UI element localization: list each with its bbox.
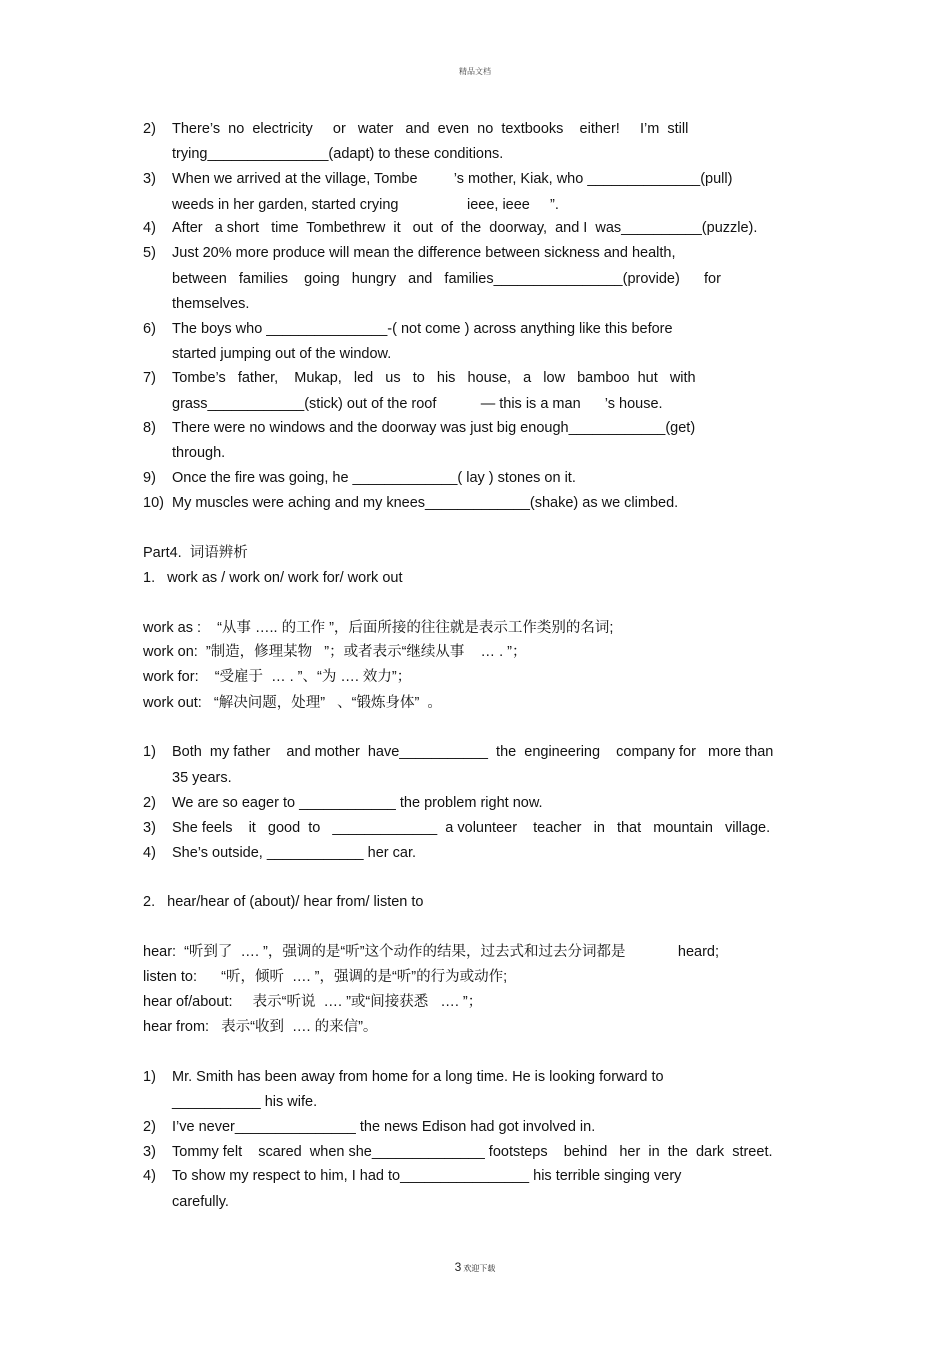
item-text: 35 years.: [172, 770, 232, 786]
item-text: between families going hungry and families________________(provide) for: [172, 271, 721, 287]
page-number: 3: [454, 1260, 462, 1274]
item-text: To show my respect to him, I had to________________ his terrible singing very: [172, 1168, 682, 1184]
item-number: 8): [143, 420, 156, 436]
item-text: I’ve never_______________ the news Edison had got involved in.: [172, 1119, 596, 1135]
item-number: 4): [143, 220, 156, 236]
item-number: 2): [143, 1119, 156, 1135]
item-text: Both my father and mother have___________ the engineering company for more than: [172, 744, 774, 760]
item-text: carefully.: [172, 1194, 229, 1210]
item-number: 1): [143, 1069, 156, 1085]
item-text: ___________ his wife.: [172, 1094, 318, 1110]
definition-line: work out: “解决问题，处理” 、“锻炼身体” 。: [143, 695, 442, 711]
item-text: There’s no electricity or water and even no textbooks either! I’m still: [172, 121, 689, 137]
item-text: After a short time Tombethrew it out of the doorway, and I was__________(puzzle).: [172, 220, 758, 236]
item-text: We are so eager to ____________ the problem right now.: [172, 795, 543, 811]
definition-line: hear from: 表示“收到 …. 的来信”。: [143, 1019, 378, 1035]
definition-line: hear of/about: 表示“听说 …. ”或“间接获悉 …. ”；: [143, 994, 483, 1010]
subsection-heading: 1. work as / work on/ work for/ work out: [143, 570, 403, 586]
item-number: 2): [143, 795, 156, 811]
item-text: The boys who _______________-( not come ) across anything like this before: [172, 321, 673, 337]
item-text: She’s outside, ____________ her car.: [172, 845, 417, 861]
page-header: 精品文档: [459, 67, 491, 76]
item-text: Tombe’s father, Mukap, led us to his house, a low bamboo hut with: [172, 370, 696, 386]
item-text: Mr. Smith has been away from home for a long time. He is looking forward to: [172, 1069, 664, 1085]
footer-note: 欢迎下载: [463, 1264, 496, 1273]
item-number: 5): [143, 245, 156, 261]
item-number: 4): [143, 845, 156, 861]
definition-line: work on: ”制造，修理某物 ”；或者表示“继续从事 … . ”；: [143, 644, 527, 660]
item-number: 1): [143, 744, 156, 760]
item-text: weeds in her garden, started crying ieee, ieee ”.: [172, 197, 559, 213]
item-text: through.: [172, 445, 226, 461]
item-text: Once the fire was going, he _____________( lay ) stones on it.: [172, 470, 576, 486]
definition-line: hear: “听到了 …. ”，强调的是“听”这个动作的结果，过去式和过去分词都是 heard;: [143, 944, 720, 960]
item-number: 3): [143, 820, 156, 836]
section-title: Part4. 词语辨析: [143, 545, 248, 561]
page-footer: [0, 1260, 950, 1274]
item-number: 7): [143, 370, 156, 386]
definition-line: work for: “受雇于 … . ”、“为 …. 效力”；: [143, 669, 412, 685]
subsection-heading: 2. hear/hear of (about)/ hear from/ listen to: [143, 894, 424, 910]
item-text: themselves.: [172, 296, 250, 312]
item-number: 3): [143, 1144, 156, 1160]
definition-line: work as : “从事 ….. 的工作 ”，后面所接的往往就是表示工作类别的名词;: [143, 620, 614, 636]
item-text: grass____________(stick) out of the roof — this is a man ’s house.: [172, 396, 663, 412]
item-number: 4): [143, 1168, 156, 1184]
item-text: Tommy felt scared when she______________ footsteps behind her in the dark street.: [172, 1144, 773, 1160]
item-number: 3): [143, 171, 156, 187]
item-text: When we arrived at the village, Tombe ’s mother, Kiak, who ______________(pull): [172, 171, 733, 187]
item-text: trying_______________(adapt) to these conditions.: [172, 146, 504, 162]
item-number: 10): [143, 495, 164, 511]
item-text: Just 20% more produce will mean the difference between sickness and health,: [172, 245, 676, 261]
item-number: 2): [143, 121, 156, 137]
item-text: She feels it good to _____________ a volunteer teacher in that mountain village.: [172, 820, 771, 836]
definition-line: listen to: “听，倾听 …. ”，强调的是“听”的行为或动作;: [143, 969, 508, 985]
item-text: There were no windows and the doorway was just big enough____________(get): [172, 420, 696, 436]
item-number: 6): [143, 321, 156, 337]
item-number: 9): [143, 470, 156, 486]
item-text: started jumping out of the window.: [172, 346, 392, 362]
item-text: My muscles were aching and my knees_____________(shake) as we climbed.: [172, 495, 679, 511]
